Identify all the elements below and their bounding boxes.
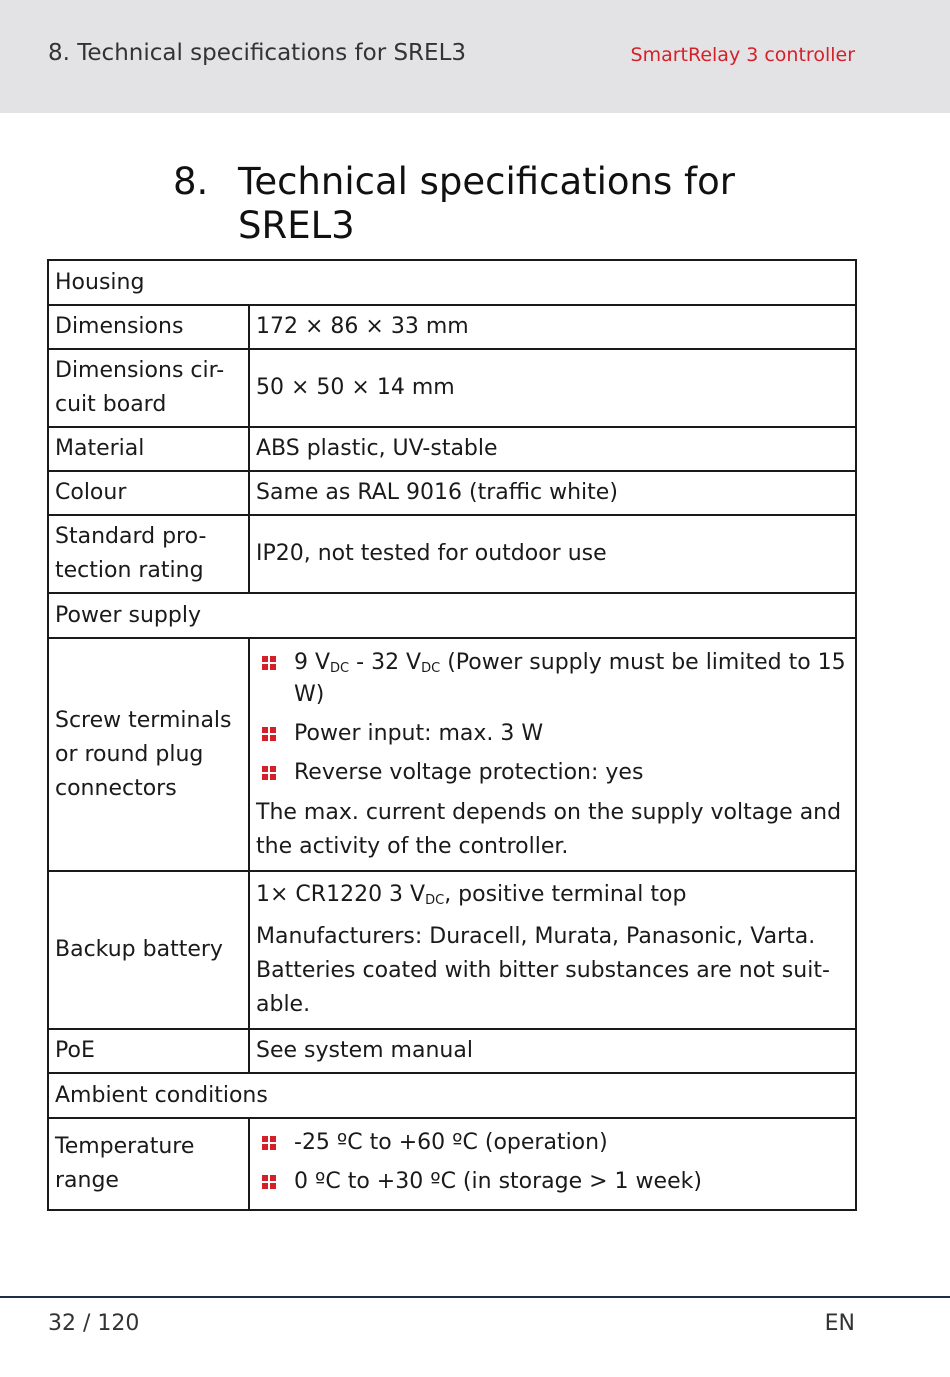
current-note: The max. current depends on the supply voltage and the activity of the controller. [256,800,842,859]
table-row [48,1073,856,1118]
circuit-board-value: 50 × 50 × 14 mm [249,349,856,427]
temperature-label: Temperature range [48,1118,249,1210]
page-number: 32 / 120 [48,1311,140,1336]
bullet-icon [262,766,276,780]
section-ambient-conditions: Ambient conditions [48,1073,856,1118]
list-item: Reverse voltage protection: yes [256,757,849,789]
poe-label: PoE [48,1029,249,1073]
bullet-icon [262,1136,276,1150]
colour-label: Colour [48,471,249,515]
table-row [48,593,856,638]
table-row [48,638,856,871]
circuit-board-label: Dimensions cir-cuit board [48,349,249,427]
bullet-icon [262,727,276,741]
terminals-value [249,638,856,871]
battery-note: Manufacturers: Duracell, Murata, Panasonic, Varta. Batteries coated with bitter substances are not suit-able. [256,924,830,1017]
section-housing: Housing [48,260,856,305]
temperature-bullet-list [256,1127,849,1198]
list-item: 9 $V_{DC} - 32$ $V_{DC}$ (Power supply must be limited to 15 W) [256,647,849,711]
table-row [48,1029,856,1073]
battery-type: 1× CR1220 3 $V_{DC}$, positive terminal top [256,882,687,908]
power-bullet-list [256,647,849,789]
specifications-table [47,259,857,1211]
colour-value: Same as RAL 9016 (traffic white) [249,471,856,515]
table-row [48,305,856,349]
dimensions-label: Dimensions [48,305,249,349]
temperature-value [249,1118,856,1210]
chapter-number: 8. [173,160,209,203]
protection-label: Standard pro-tection rating [48,515,249,593]
table-row [48,427,856,471]
table-row [48,260,856,305]
table-row [48,515,856,593]
footer-divider [0,1296,950,1298]
list-item: -25 ºC to +60 ºC (operation) [256,1127,849,1159]
protection-value: IP20, not tested for outdoor use [249,515,856,593]
dimensions-value: 172 × 86 × 33 mm [249,305,856,349]
battery-label: Backup battery [48,871,249,1029]
table-row [48,349,856,427]
table-row [48,1118,856,1210]
section-power-supply: Power supply [48,593,856,638]
table-row [48,471,856,515]
poe-value: See system manual [249,1029,856,1073]
chapter-title-text: Technical specifications for SREL3 [238,160,735,247]
material-label: Material [48,427,249,471]
page-header [0,0,950,113]
list-item: 0 ºC to +30 ºC (in storage > 1 week) [256,1166,849,1198]
bullet-icon [262,1175,276,1189]
header-product-name: SmartRelay 3 controller [630,44,855,66]
terminals-label: Screw terminals or round plug connectors [48,638,249,871]
battery-value [249,871,856,1029]
language-code: EN [824,1311,855,1336]
table-row [48,871,856,1029]
list-item: Power input: max. 3 W [256,718,849,750]
header-section-title: 8. Technical specifications for SREL3 [48,40,467,66]
bullet-icon [262,656,276,670]
material-value: ABS plastic, UV-stable [249,427,856,471]
